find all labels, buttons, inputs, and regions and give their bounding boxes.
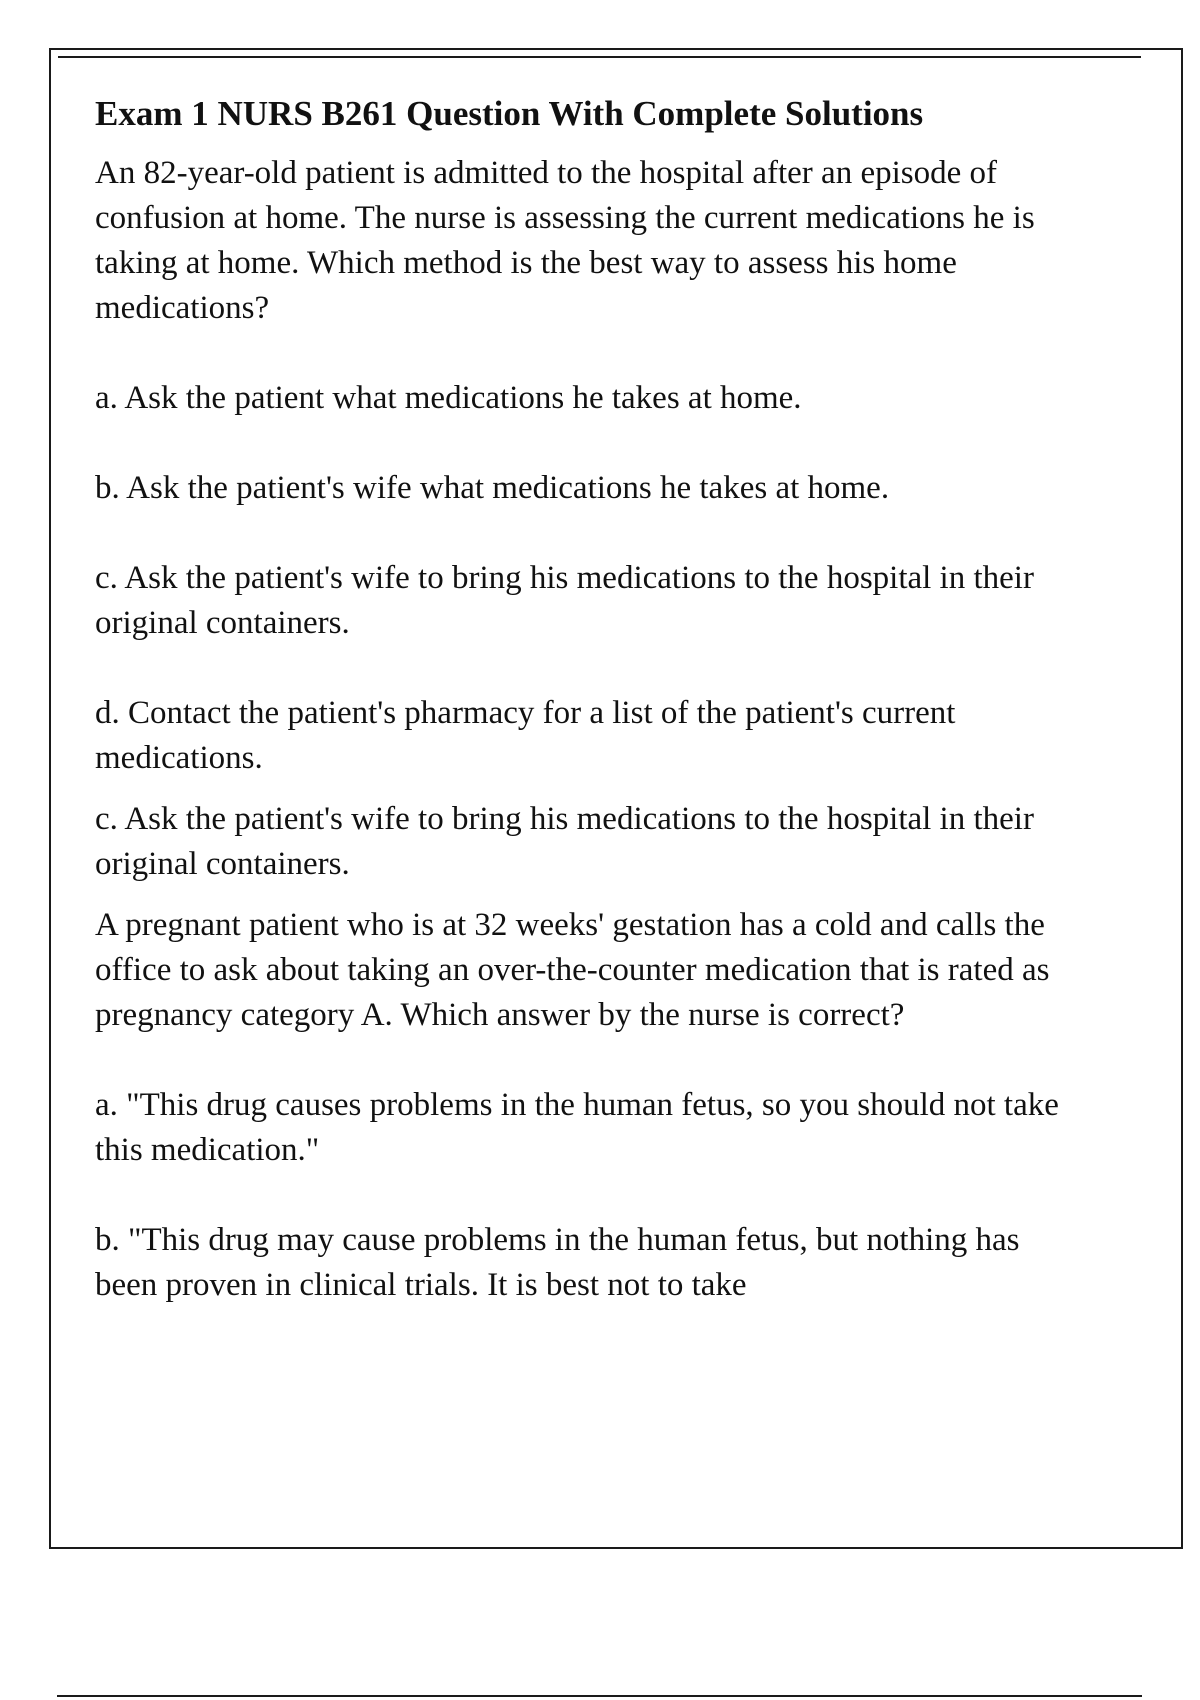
document-body [95,92,1085,1308]
header-rule [58,56,1141,58]
question-1-stem: An 82-year-old patient is admitted to the hospital after an episode of confusion at home. The nurse is assessing the current medications he is taking at home. Which method is the best way to assess his home medications? [95,155,1035,326]
question-1-answer: c. Ask the patient's wife to bring his medications to the hospital in their original containers. [95,801,1034,882]
document-title: Exam 1 NURS B261 Question With Complete Solutions [95,94,924,133]
question-2-option-a: a. "This drug causes problems in the human fetus, so you should not take this medication." [95,1087,1059,1168]
question-1-option-d: d. Contact the patient's pharmacy for a list of the patient's current medications. [95,695,956,776]
question-1-option-a: a. Ask the patient what medications he takes at home. [95,380,802,416]
footer-rule [57,1695,1142,1697]
question-2-stem: A pregnant patient who is at 32 weeks' gestation has a cold and calls the office to ask about taking an over-the-counter medication that is rated as pregnancy category A. Which answer by the nurse is correct? [95,907,1050,1033]
question-2-option-b: b. "This drug may cause problems in the human fetus, but nothing has been proven in clinical trials. It is best not to take [95,1222,1020,1303]
question-1-option-c: c. Ask the patient's wife to bring his medications to the hospital in their original containers. [95,560,1034,641]
question-1-option-b: b. Ask the patient's wife what medications he takes at home. [95,470,890,506]
